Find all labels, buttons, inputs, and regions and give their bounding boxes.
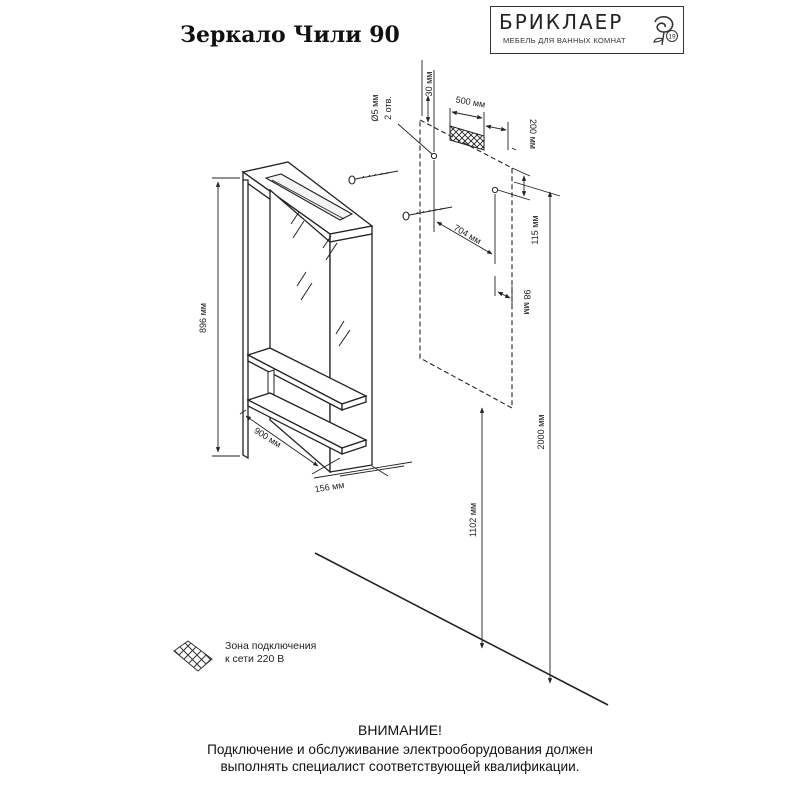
dim-30-label: 30 мм <box>424 71 434 97</box>
dim-hole-count-label: 2 отв. <box>383 96 393 120</box>
dim-156-label: 156 мм <box>313 479 346 495</box>
warning-line-2: выполнять специалист соответствующей квалификации. <box>220 759 580 774</box>
brand-tagline: МЕБЕЛЬ ДЛЯ ВАННЫХ КОМНАТ <box>503 36 626 45</box>
floor-line <box>315 553 608 705</box>
warning-body <box>0 741 800 775</box>
brand-logo-badge: 19 <box>668 33 676 41</box>
dim-200-label: 200 мм <box>528 119 538 149</box>
warning-block <box>0 722 800 775</box>
dim-1102-label: 1102 мм <box>468 502 478 538</box>
dim-900-label: 900 мм <box>252 425 283 450</box>
dim-hole-diameter-label: Ø5 мм <box>370 94 380 122</box>
screw-icon <box>349 171 452 220</box>
connection-zone <box>450 126 484 150</box>
dim-896-label: 896 мм <box>198 303 208 333</box>
warning-title: ВНИМАНИЕ! <box>358 722 442 738</box>
brand-name: БРИКЛАЕР <box>499 10 624 34</box>
mount-hole-right <box>492 187 497 192</box>
dim-704-label: 704 мм <box>452 222 483 247</box>
legend-text <box>225 640 385 666</box>
crosshatch-pattern-icon <box>170 637 216 675</box>
page-title: Зеркало Чили 90 <box>180 22 400 48</box>
wall-dimensions <box>398 60 560 683</box>
mount-hole-left <box>431 153 436 158</box>
mirror-cabinet <box>243 162 372 472</box>
dim-2000-label: 2000 мм <box>536 414 546 450</box>
dim-500-label: 500 мм <box>454 94 487 110</box>
warning-line-1: Подключение и обслуживание электрооборудования должен <box>207 742 593 757</box>
legend-line-1: Зона подключения <box>225 640 317 652</box>
dim-115-label: 115 мм <box>530 215 540 245</box>
dim-98-label: 98 мм <box>522 289 532 315</box>
legend-line-2: к сети 220 В <box>225 653 285 665</box>
